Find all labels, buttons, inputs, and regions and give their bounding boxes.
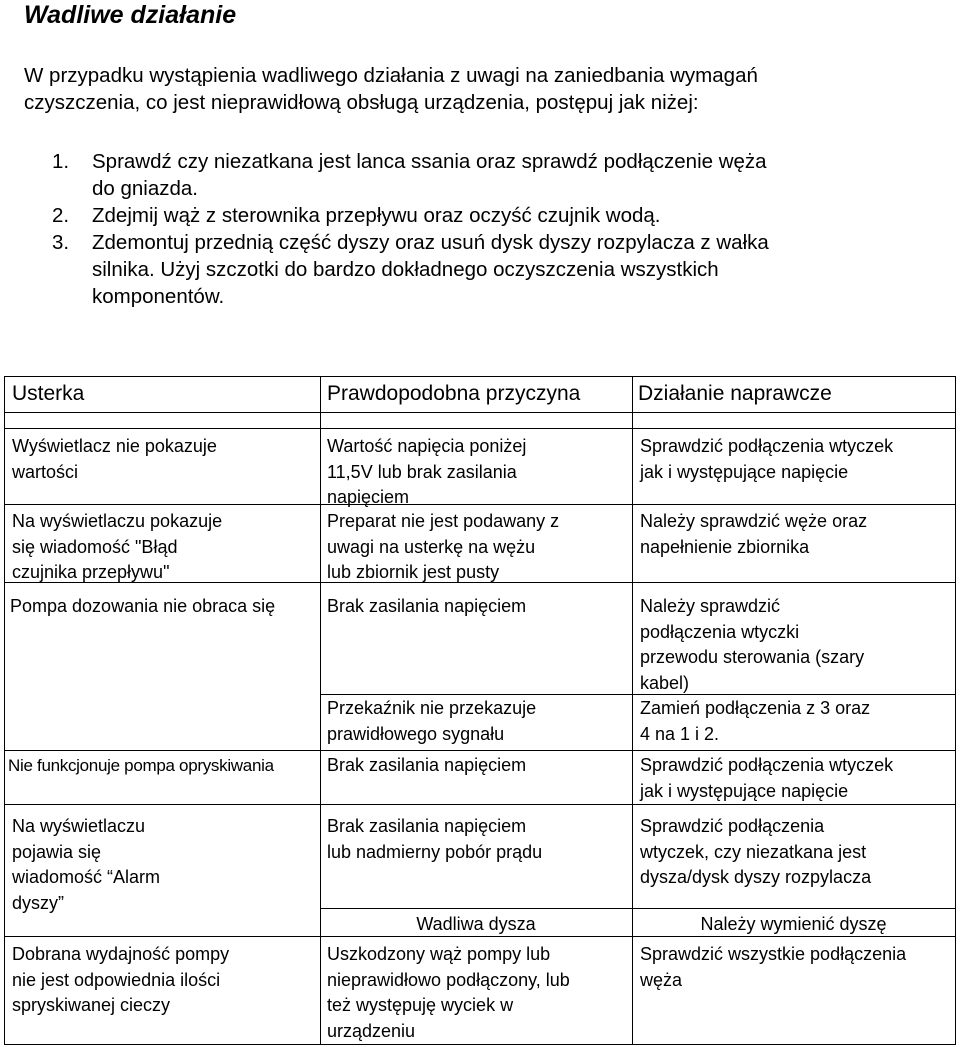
step-text: komponentów. (92, 285, 225, 308)
cause-cell: Uszkodzony wąż pompy lub nieprawidłowo podłączony, lub też występuję wyciek w urządzeniu (327, 944, 570, 1041)
fault-cell: Na wyświetlaczu pokazuje się wiadomość "Błąd czujnika przepływu" (12, 511, 223, 582)
fault-cell: Na wyświetlaczu pojawia się wiadomość “Alarm dyszy” (12, 816, 161, 913)
column-divider (632, 376, 633, 1045)
step-number: 3. (52, 231, 70, 254)
header-action: Działanie naprawcze (638, 382, 832, 405)
intro-paragraph (24, 62, 934, 116)
step-number: 1. (52, 150, 70, 173)
table-border-right (955, 376, 956, 1045)
action-cell: Należy wymienić dyszę (700, 914, 887, 934)
step-text: Zdemontuj przednią część dyszy oraz usuń dysk dyszy rozpylacza z wałka (92, 231, 769, 254)
fault-cell: Dobrana wydajność pompy nie jest odpowiednia ilości spryskiwanej cieczy (12, 944, 230, 1015)
row-divider (4, 804, 956, 805)
cause-cell: Brak zasilania napięciem (327, 596, 527, 616)
step-text: silnika. Użyj szczotki do bardzo dokładnego oczyszczenia wszystkich (92, 258, 719, 281)
action-cell: Sprawdzić wszystkie podłączenia węża (640, 944, 907, 990)
step-item (52, 202, 932, 229)
cause-cell: Przekaźnik nie przekazuje prawidłowego sygnału (327, 698, 537, 744)
step-item (52, 148, 932, 202)
fault-cell: Pompa dozowania nie obraca się (10, 596, 276, 616)
page-title: Wadliwe działanie (24, 1, 237, 29)
row-divider (4, 750, 956, 751)
cause-cell: Brak zasilania napięciem lub nadmierny pobór prądu (327, 816, 543, 862)
action-cell: Należy sprawdzić węże oraz napełnienie zbiornika (640, 511, 868, 557)
troubleshooting-table (0, 376, 960, 1046)
header-rule (4, 412, 956, 413)
step-text: Sprawdź czy niezatkana jest lanca ssania oraz sprawdź podłączenie węża (92, 150, 767, 173)
cause-cell: Preparat nie jest podawany z uwagi na usterkę na wężu lub zbiornik jest pusty (327, 511, 560, 582)
cause-cell: Brak zasilania napięciem (327, 755, 527, 775)
action-cell: Należy sprawdzić podłączenia wtyczki przewodu sterowania (szary kabel) (640, 596, 865, 693)
step-number: 2. (52, 204, 70, 227)
action-cell: Sprawdzić podłączenia wtyczek, czy niezatkana jest dysza/dysk dyszy rozpylacza (640, 816, 872, 887)
fault-cell: Wyświetlacz nie pokazuje wartości (12, 436, 217, 482)
header-rule (4, 428, 956, 429)
fault-cell: Nie funkcjonuje pompa opryskiwania (8, 756, 274, 775)
cause-cell: Wartość napięcia poniżej 11,5V lub brak zasilania napięciem (327, 436, 527, 507)
table-border-bottom (4, 1044, 956, 1045)
steps-list (52, 148, 932, 310)
row-divider (320, 908, 956, 909)
cause-cell: Wadliwa dysza (416, 914, 536, 934)
action-cell: Zamień podłączenia z 3 oraz 4 na 1 i 2. (640, 698, 871, 744)
step-item (52, 229, 932, 310)
action-cell: Sprawdzić podłączenia wtyczek jak i występujące napięcie (640, 755, 894, 801)
intro-line: czyszczenia, co jest nieprawidłową obsługą urządzenia, postępuj jak niżej: (24, 91, 699, 114)
intro-line: W przypadku wystąpienia wadliwego działania z uwagi na zaniedbania wymagań (24, 64, 758, 87)
header-cause: Prawdopodobna przyczyna (327, 382, 581, 405)
step-text: Zdejmij wąż z sterownika przepływu oraz oczyść czujnik wodą. (92, 204, 661, 227)
action-cell: Sprawdzić podłączenia wtyczek jak i występujące napięcie (640, 436, 894, 482)
column-divider (320, 376, 321, 1045)
table-border-left (4, 376, 5, 1045)
header-fault: Usterka (12, 382, 85, 405)
table-border-top (4, 376, 956, 377)
step-text: do gniazda. (92, 177, 199, 200)
